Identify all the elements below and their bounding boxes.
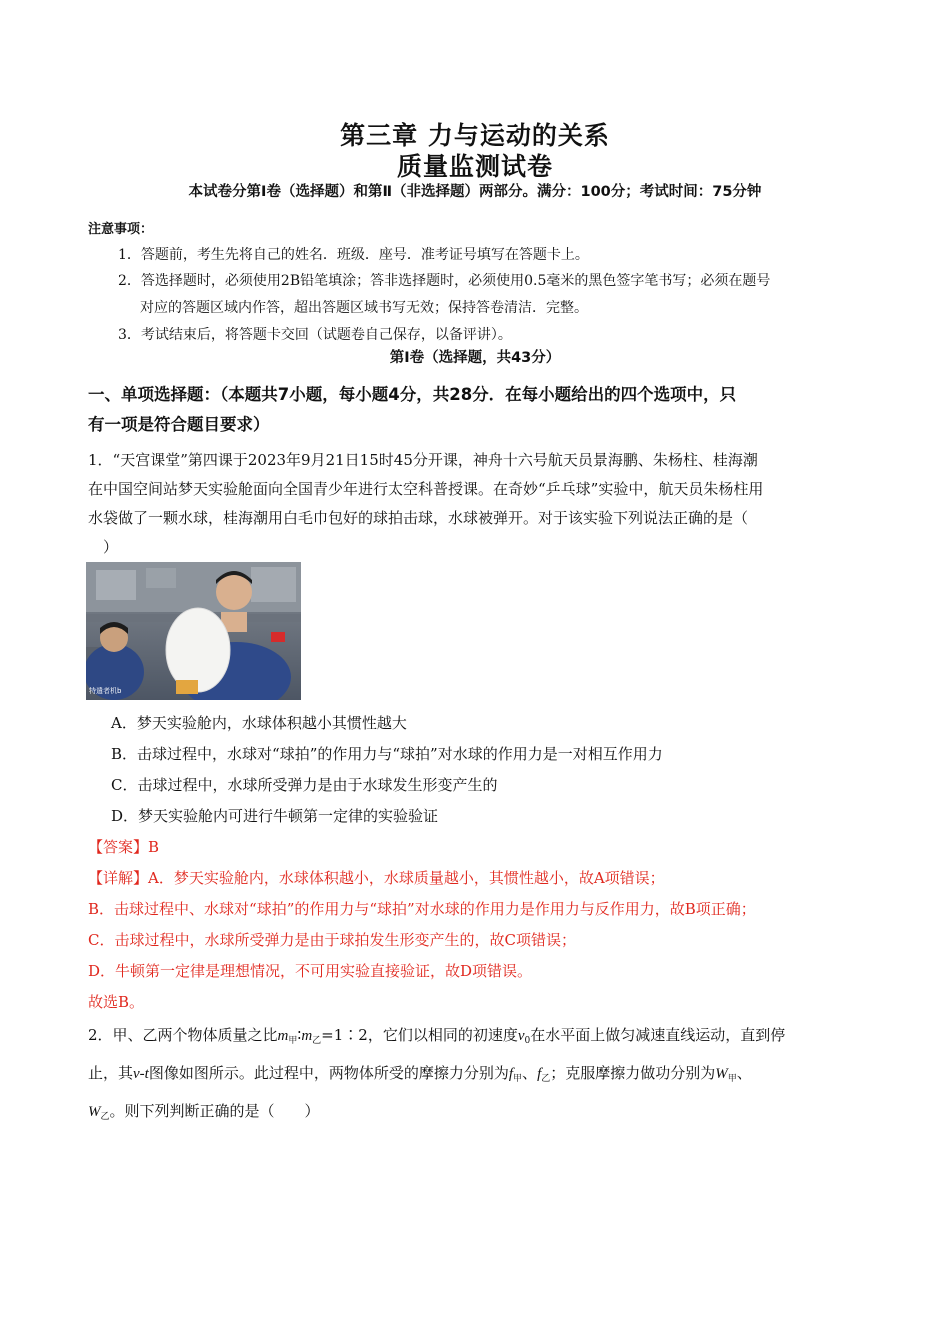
q1-option-c: C．击球过程中，水球所受弹力是由于水球发生形变产生的 [111,776,498,794]
q1-detail-5: 故选B。 [88,993,145,1011]
q2-text-6: ；克服摩擦力做功分别为 [550,1064,716,1082]
notice-item-2-cont: 对应的答题区域内作答，超出答题区域书写无效；保持答卷清洁．完整。 [140,300,588,316]
q1-line1: 1．“天宫课堂”第四课于2023年9月21日15时45分开课，神舟十六号航天员景海鹏、朱杨柱、桂海潮 [88,451,758,469]
q2-sub-yi: 乙 [312,1036,322,1046]
q2-f-yi-sub: 乙 [541,1074,551,1084]
section1-heading [88,380,863,440]
part1-heading: 第Ⅰ卷（选择题，共43分） [389,350,561,366]
q2-f-yi: f [537,1066,542,1082]
q1-answer: 【答案】B [88,838,160,856]
q2-line1 [88,1024,868,1046]
q2-w-yi: W [88,1104,101,1120]
q1-detail-2: B．击球过程中、水球对“球拍”的作用力与“球拍”对水球的作用力是作用力与反作用力，故B项正确； [88,900,756,918]
q2-text-4: 止，其 [88,1064,134,1082]
q2-f-jia: f [508,1066,514,1082]
notice-item-1: 1．答题前，考生先将自己的姓名．班级．座号．准考证号填写在答题卡上。 [118,247,589,263]
photo-caption: 特遣者机b [89,687,122,695]
notice-heading: 注意事项： [88,222,154,237]
q2-f-jia-sub: 甲 [513,1074,523,1084]
q2-line2 [88,1062,868,1084]
q1-detail-3: C．击球过程中，水球所受弹力是由于球拍发生形变产生的，故C项错误； [88,931,576,949]
q2-text-2: ，它们以相同的初速度 [367,1026,518,1044]
q1-detail-4: D．牛顿第一定律是理想情况，不可用实验直接验证，故D项错误。 [88,962,533,980]
q2-w-yi-sub: 乙 [100,1112,110,1122]
q1-detail-1: 【详解】A．梦天实验舱内，水球体积越小，水球质量越小，其惯性越小，故A项错误； [88,869,665,887]
q2-text-3: 在水平面上做匀减速直线运动，直到停 [530,1026,786,1044]
q2-text-5: 图像如图所示。此过程中，两物体所受的摩擦力分别为 [148,1064,509,1082]
section1-line2: 有一项是符合题目要求） [88,415,270,434]
notice-item-2: 2．答选择题时，必须使用2B铅笔填涂；答非选择题时，必须使用0.5毫米的黑色签字笔书写；必须在题号 [118,273,771,289]
q2-ratio: =1∶2 [321,1026,368,1044]
q1-option-b: B．击球过程中，水球对“球拍”的作用力与“球拍”对水球的作用力是一对相互作用力 [111,745,663,763]
q2-w-jia: W [715,1066,728,1082]
q2-w-jia-sub: 甲 [727,1074,737,1084]
section1-line1: 一、单项选择题：（本题共7小题，每小题4分，共28分．在每小题给出的四个选项中，只 [88,385,737,404]
q1-option-d: D．梦天实验舱内可进行牛顿第一定律的实验验证 [111,807,439,825]
q1-line4: ） [103,538,119,556]
q2-sep-1: 、 [522,1064,538,1082]
q2-m-jia: m [277,1028,289,1044]
exam-info: 本试卷分第Ⅰ卷（选择题）和第Ⅱ（非选择题）两部分。满分：100分；考试时间：75分钟 [188,184,762,200]
q2-sep-2: 、 [736,1064,752,1082]
q2-vt: v-t [133,1066,149,1082]
q2-colon: ∶ [297,1026,302,1044]
q1-line3: 水袋做了一颗水球，桂海潮用白毛巾包好的球拍击球，水球被弹开。对于该实验下列说法正确的是（ [88,509,749,527]
q2-text-1: 2．甲、乙两个物体质量之比 [88,1026,278,1044]
page-subtitle-title: 质量监测试卷 [396,152,553,181]
q2-sub-jia: 甲 [288,1036,298,1046]
tiangong-classroom-photo [86,562,301,700]
page-title: 第三章 力与运动的关系 [340,121,610,150]
q2-text-7: 。则下列判断正确的是（ ） [109,1102,320,1120]
q2-m-yi: m [301,1028,313,1044]
q1-line2: 在中国空间站梦天实验舱面向全国青少年进行太空科普授课。在奇妙“乒乓球”实验中，航天员朱杨柱用 [88,480,764,498]
q2-v0-sub: 0 [524,1036,531,1046]
photo-illustration [86,562,301,700]
q2-line3 [88,1100,868,1122]
q1-stem [88,446,863,562]
notice-item-3: 3．考试结束后，将答题卡交回（试题卷自己保存，以备评讲）。 [118,327,512,343]
q1-option-a: A．梦天实验舱内，水球体积越小其惯性越大 [111,714,407,732]
q2-v0: v [517,1028,525,1044]
